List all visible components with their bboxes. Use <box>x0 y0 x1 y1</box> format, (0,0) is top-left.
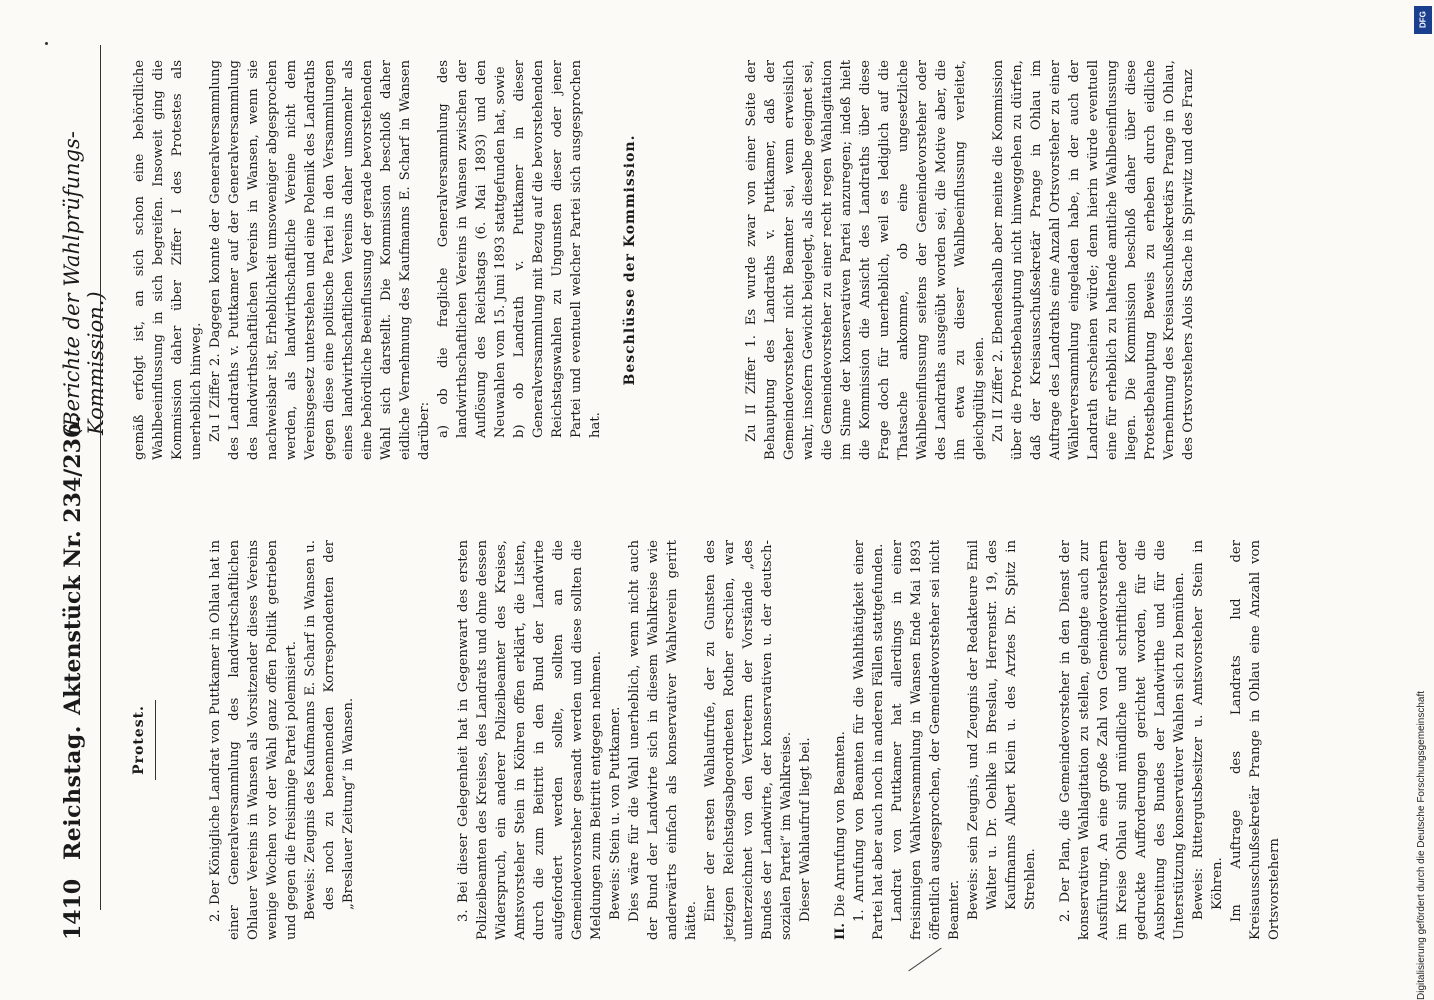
protest-point-3: 3. Bei dieser Gelegenheit hat in Gegenwart des ersten Polizeibeamten des Kreises, des Landrats und ohne dessen Widerspruch, ein anderer Polizeibeamter des Kreises, Amtsvorsteher Stein in Köhren offen erklärt, die Listen, durch die zum Beitritt in den Bund der Landwirte aufgefordert werden sollte, sollten an die Gemeindevorsteher gesandt werden und diese sollten die Meldungen zum Beitritt entgegen nehmen. <box>456 540 604 940</box>
decision-ii-2: Zu II Ziffer 2. Ebendeshalb aber meinte die Kommission über die Protestbehauptung nicht hinweggehen zu dürfen, daß der Kreisausschußsekretär Prange in Ohlau im Auftrage des Landraths eine Anzahl Ortsvorsteher zu einer Wählerversammlung eingeladen habe, in der auch der Landrath erscheinen würde; denn hierin würde eventuell eine für erheblich zu haltende amtliche Wahlbeeinflussung liegen. Die Kommission beschloß daher über diese Protestbehauptung Beweis zu erheben durch eidliche Vernehmung des Kreisausschußsekretärs Prange in Ohlau, des Ortsvorstehers Alois Stache in Spirwitz und des Franz <box>991 60 1196 460</box>
section-ii-number: II. <box>833 923 848 940</box>
decision-item-a: a) ob die fragliche Generalversammlung des landwirthschaftlichen Vereins in Wansen zwischen der Auflösung des Reichstags (6. Mai 1893) und den Neuwahlen vom 15. Juni 1893 stattgefunden hat, sowie <box>436 60 508 438</box>
protest-point-2-evidence: Beweis: Zeugnis des Kaufmanns E. Scharf in Wansen u. des noch zu benennenden Korrespondenten der „Breslauer Zeitung“ in Wansen. <box>303 540 356 920</box>
right-column <box>130 60 1198 460</box>
protest-point-3-text-b: Dies wäre für die Wahl unerheblich, wenn nicht auch der Bund der Landwirte sich in diesem Wahlkreise wie anderwärts einfach als konservativer Wahlverein gerirt hätte. <box>627 540 699 940</box>
section-ii-title: Die Anrufung von Beamten. <box>833 731 848 918</box>
decision-item-b: b) ob Landrath v. Puttkamer in dieser Generalversammlung mit Bezug auf die bevorstehenden Reichstagswahlen zu Ungunsten dieser oder jener Partei und eventuell welcher Partei sich ausgesprochen hat. <box>512 60 603 438</box>
protest-point-3-text-c: Einer der ersten Wahlaufrufe, der zu Gunsten des jetzigen Reichstagsabgeordneten Rother erschien, war unterzeichnet von den Vertretern der Vorstände „des Bundes der Landwirte, der konservativen u. der deutsch-sozialen Partei“ im Wahlkreise. <box>703 540 794 940</box>
decision-ii-1: Zu II Ziffer 1. Es wurde zwar von einer Seite der Behauptung des Landraths v. Puttkamer, daß der Gemeindevorsteher nicht Beamter sei, wenn erweislich wahr, insofern Gewicht beigelegt, als dieselbe geeignet sei, die Gemeindevorsteher zu einer recht regen Wahlagitation im Sinne der konservativen Partei anzuregen; indeß hielt die Kommission die Ansicht des Landraths über diese Frage doch für unerheblich, weil es lediglich auf die Thatsache ankomme, ob eine ungesetzliche Wahlbeeinflussung seitens der Gemeindevorsteher oder des Landraths ausgeübt worden sei, die Motive aber, die ihn etwa zu dieser Wahlbeeinflussung verleitet, gleichgültig seien. <box>744 60 987 460</box>
section-ii-point-1-text-b: Landrat von Puttkamer hat allerdings in einer freisinnigen Wahlversammlung in Wansen Ende Mai 1893 öffentlich ausgesprochen, der Gemeindevorsteher sei nicht Beamter. <box>890 540 962 940</box>
margin-pen-stroke <box>908 948 941 972</box>
section-ii-point-1-evidence: Beweis: sein Zeugnis, und Zeugnis der Redakteure Emil Walter u. Dr. Oehlke in Breslau, Herrenstr. 19, des Kaufmanns Albert Klein u. des Arztes Dr. Spitz in Strehlen. <box>966 540 1038 920</box>
protest-point-3-text-d: Dieser Wahlaufruf liegt bei. <box>798 737 813 922</box>
section-ii-point-2: 2. Der Plan, die Gemeindevorsteher in den Dienst der konservativen Wahlagitation zu stellen, gelangte auch zur Ausführung. An eine große Zahl von Gemeindevorstehern im Kreise Ohlau sind mündliche und schriftliche oder gedruckte Aufforderungen gerichtet worden, für die Ausbreitung des Bundes der Landwirthe und für die Unterstützung konservativer Wahlen sich zu bemühen. <box>1058 540 1187 940</box>
section-ii-heading <box>831 540 850 940</box>
header-center: Aktenstück Nr. 234/236. <box>60 415 86 715</box>
margin-dot <box>45 42 48 45</box>
title-divider <box>155 700 156 780</box>
continuation-text: gemäß erfolgt ist, an sich schon eine behördliche Wahlbeeinflussung in sich begreifen. Insoweit ging die Kommission daher über Ziffer I des Protestes als unerheblich hinweg. <box>132 60 204 460</box>
dfg-watermark-text: Digitalisierung gefördert durch die Deutsche Forschungsgemeinschaft <box>1416 690 1427 1000</box>
decision-i-2: Zu I Ziffer 2. Dagegen konnte der Generalversammlung des Landraths v. Puttkamer auf der Generalversammlung des landwirthschaftlichen Vereins in Wansen, wenn sie nachweisbar ist, Erheblichkeit umsoweniger abgesprochen werden, als landwirthschaftliche Vereine nicht dem Vereinsgesetz unterstehen und eine Polemik des Landraths gegen diese eine politische Partei in den Versammlungen eines landwirthschaftlichen Vereins daher umsomehr als eine behördliche Beeinflussung der gerade bevorstehenden Wahl sich darstellt. Die Kommission beschloß daher eidliche Vernehmung des Kaufmanns E. Scharf in Wansen darüber: <box>208 60 432 460</box>
page-header <box>60 25 108 955</box>
dfg-logo: DFG <box>1414 6 1432 34</box>
page-number: 1410 <box>60 878 86 940</box>
header-right: (Berichte der Wahlprüfungs-Kommission.) <box>60 131 108 435</box>
protest-point-3-evidence: Beweis: Stein u. von Puttkamer. <box>608 706 623 920</box>
section-ii-point-2-evidence: Beweis: Rittergutsbesitzer u. Amtsvorsteher Stein in Köhren. <box>1191 540 1225 920</box>
dfg-watermark <box>1412 0 1434 1000</box>
protest-point-2: 2. Der Königliche Landrat von Puttkamer in Ohlau hat in einer Generalversammlung des landwirtschaftlichen Ohlauer Vereins in Wansen als Vorsitzender dieses Vereins wenige Wochen vor der Wahl ganz offen Politik getrieben und gegen die freisinnige Partei polemisiert. <box>208 540 299 940</box>
header-left: Reichstag. <box>60 725 86 860</box>
header-rule <box>100 45 101 910</box>
protest-title: Protest. <box>131 705 147 775</box>
left-column <box>130 540 1284 940</box>
section-ii-point-1: 1. Anrufung von Beamten für die Wahlthätigkeit einer Partei hat aber auch noch in anderen Fällen stattgefunden. <box>852 540 886 940</box>
section-ii-point-2-text-b: Im Auftrage des Landrats lud der Kreisausschußsekretär Prange in Ohlau eine Anzahl von Ortsvorstehern <box>1229 540 1282 940</box>
commission-decisions-title: Beschlüsse der Kommission. <box>622 134 638 386</box>
